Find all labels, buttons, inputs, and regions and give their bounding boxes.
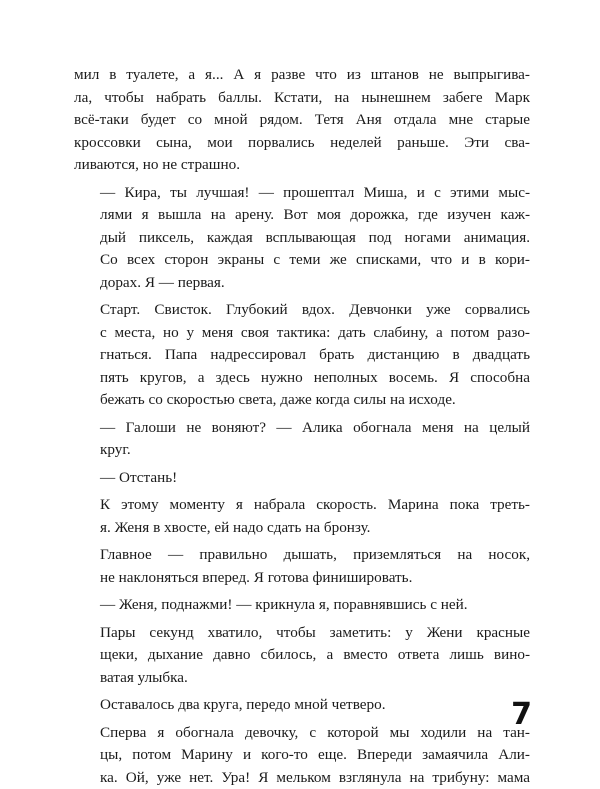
text-line: Сперва я обогнала девочку, с которой мы ходили на тан- [74,722,530,745]
paragraph [74,64,530,177]
paragraph [74,467,530,490]
text-line: пять кругов, а здесь нужно неполных восемь. Я способна [74,367,530,390]
text-line: Главное — правильно дышать, приземляться на носок, [74,544,530,567]
text-line: мил в туалете, а я... А я разве что из штанов не выпрыгива- [74,64,530,87]
text-line: не наклоняться вперед. Я готова финишировать. [74,567,530,590]
text-line: Со всех сторон экраны с теми же списками, что и в кори- [74,249,530,272]
paragraph [74,622,530,690]
text-line: всё-таки будет со мной рядом. Тетя Аня отдала мне старые [74,109,530,132]
text-line: круг. [74,439,530,462]
text-line: я. Женя в хвосте, ей надо сдать на бронзу. [74,517,530,540]
text-line: бежать со скоростью света, даже когда силы на исходе. [74,389,530,412]
text-line: — Отстань! [74,467,530,490]
paragraph [74,594,530,617]
text-line: ка. Ой, уже нет. Ура! Я мельком взглянула на трибуну: мама [74,767,530,789]
text-line: лями я вышла на арену. Вот моя дорожка, где изучен каж- [74,204,530,227]
text-line: — Кира, ты лучшая! — прошептал Миша, и с этими мыс- [74,182,530,205]
text-line: ла, чтобы набрать баллы. Кстати, на нынешнем забеге Марк [74,87,530,110]
paragraph [74,417,530,462]
text-line: дый пиксель, каждая всплывающая под ногами анимация. [74,227,530,250]
text-line: ливаются, но не страшно. [74,154,530,177]
text-line: щеки, дыхание давно сбилось, а вместо ответа лишь вино- [74,644,530,667]
text-line: — Галоши не воняют? — Алика обогнала меня на целый [74,417,530,440]
text-line: цы, потом Марину и кого-то еще. Впереди замаячила Али- [74,744,530,767]
text-line: кроссовки сына, мои порвались неделей раньше. Эти сва- [74,132,530,155]
text-line: Оставалось два круга, передо мной четверо. [74,694,530,717]
paragraph [74,544,530,589]
text-line: К этому моменту я набрала скорость. Марина пока треть- [74,494,530,517]
text-line: ватая улыбка. [74,667,530,690]
paragraph [74,722,530,789]
paragraph [74,694,530,717]
paragraph [74,299,530,412]
text-line: Пары секунд хватило, чтобы заметить: у Жени красные [74,622,530,645]
text-line: с места, но у меня своя тактика: дать слабину, а потом разо- [74,322,530,345]
text-line: — Женя, поднажми! — крикнула я, поравнявшись с ней. [74,594,530,617]
body-text [74,64,530,789]
text-line: дорах. Я — первая. [74,272,530,295]
paragraph [74,182,530,295]
page-number: 7 [511,700,532,730]
paragraph [74,494,530,539]
text-line: гнаться. Папа надрессировал брать дистанцию в двадцать [74,344,530,367]
text-line: Старт. Свисток. Глубокий вдох. Девчонки уже сорвались [74,299,530,322]
